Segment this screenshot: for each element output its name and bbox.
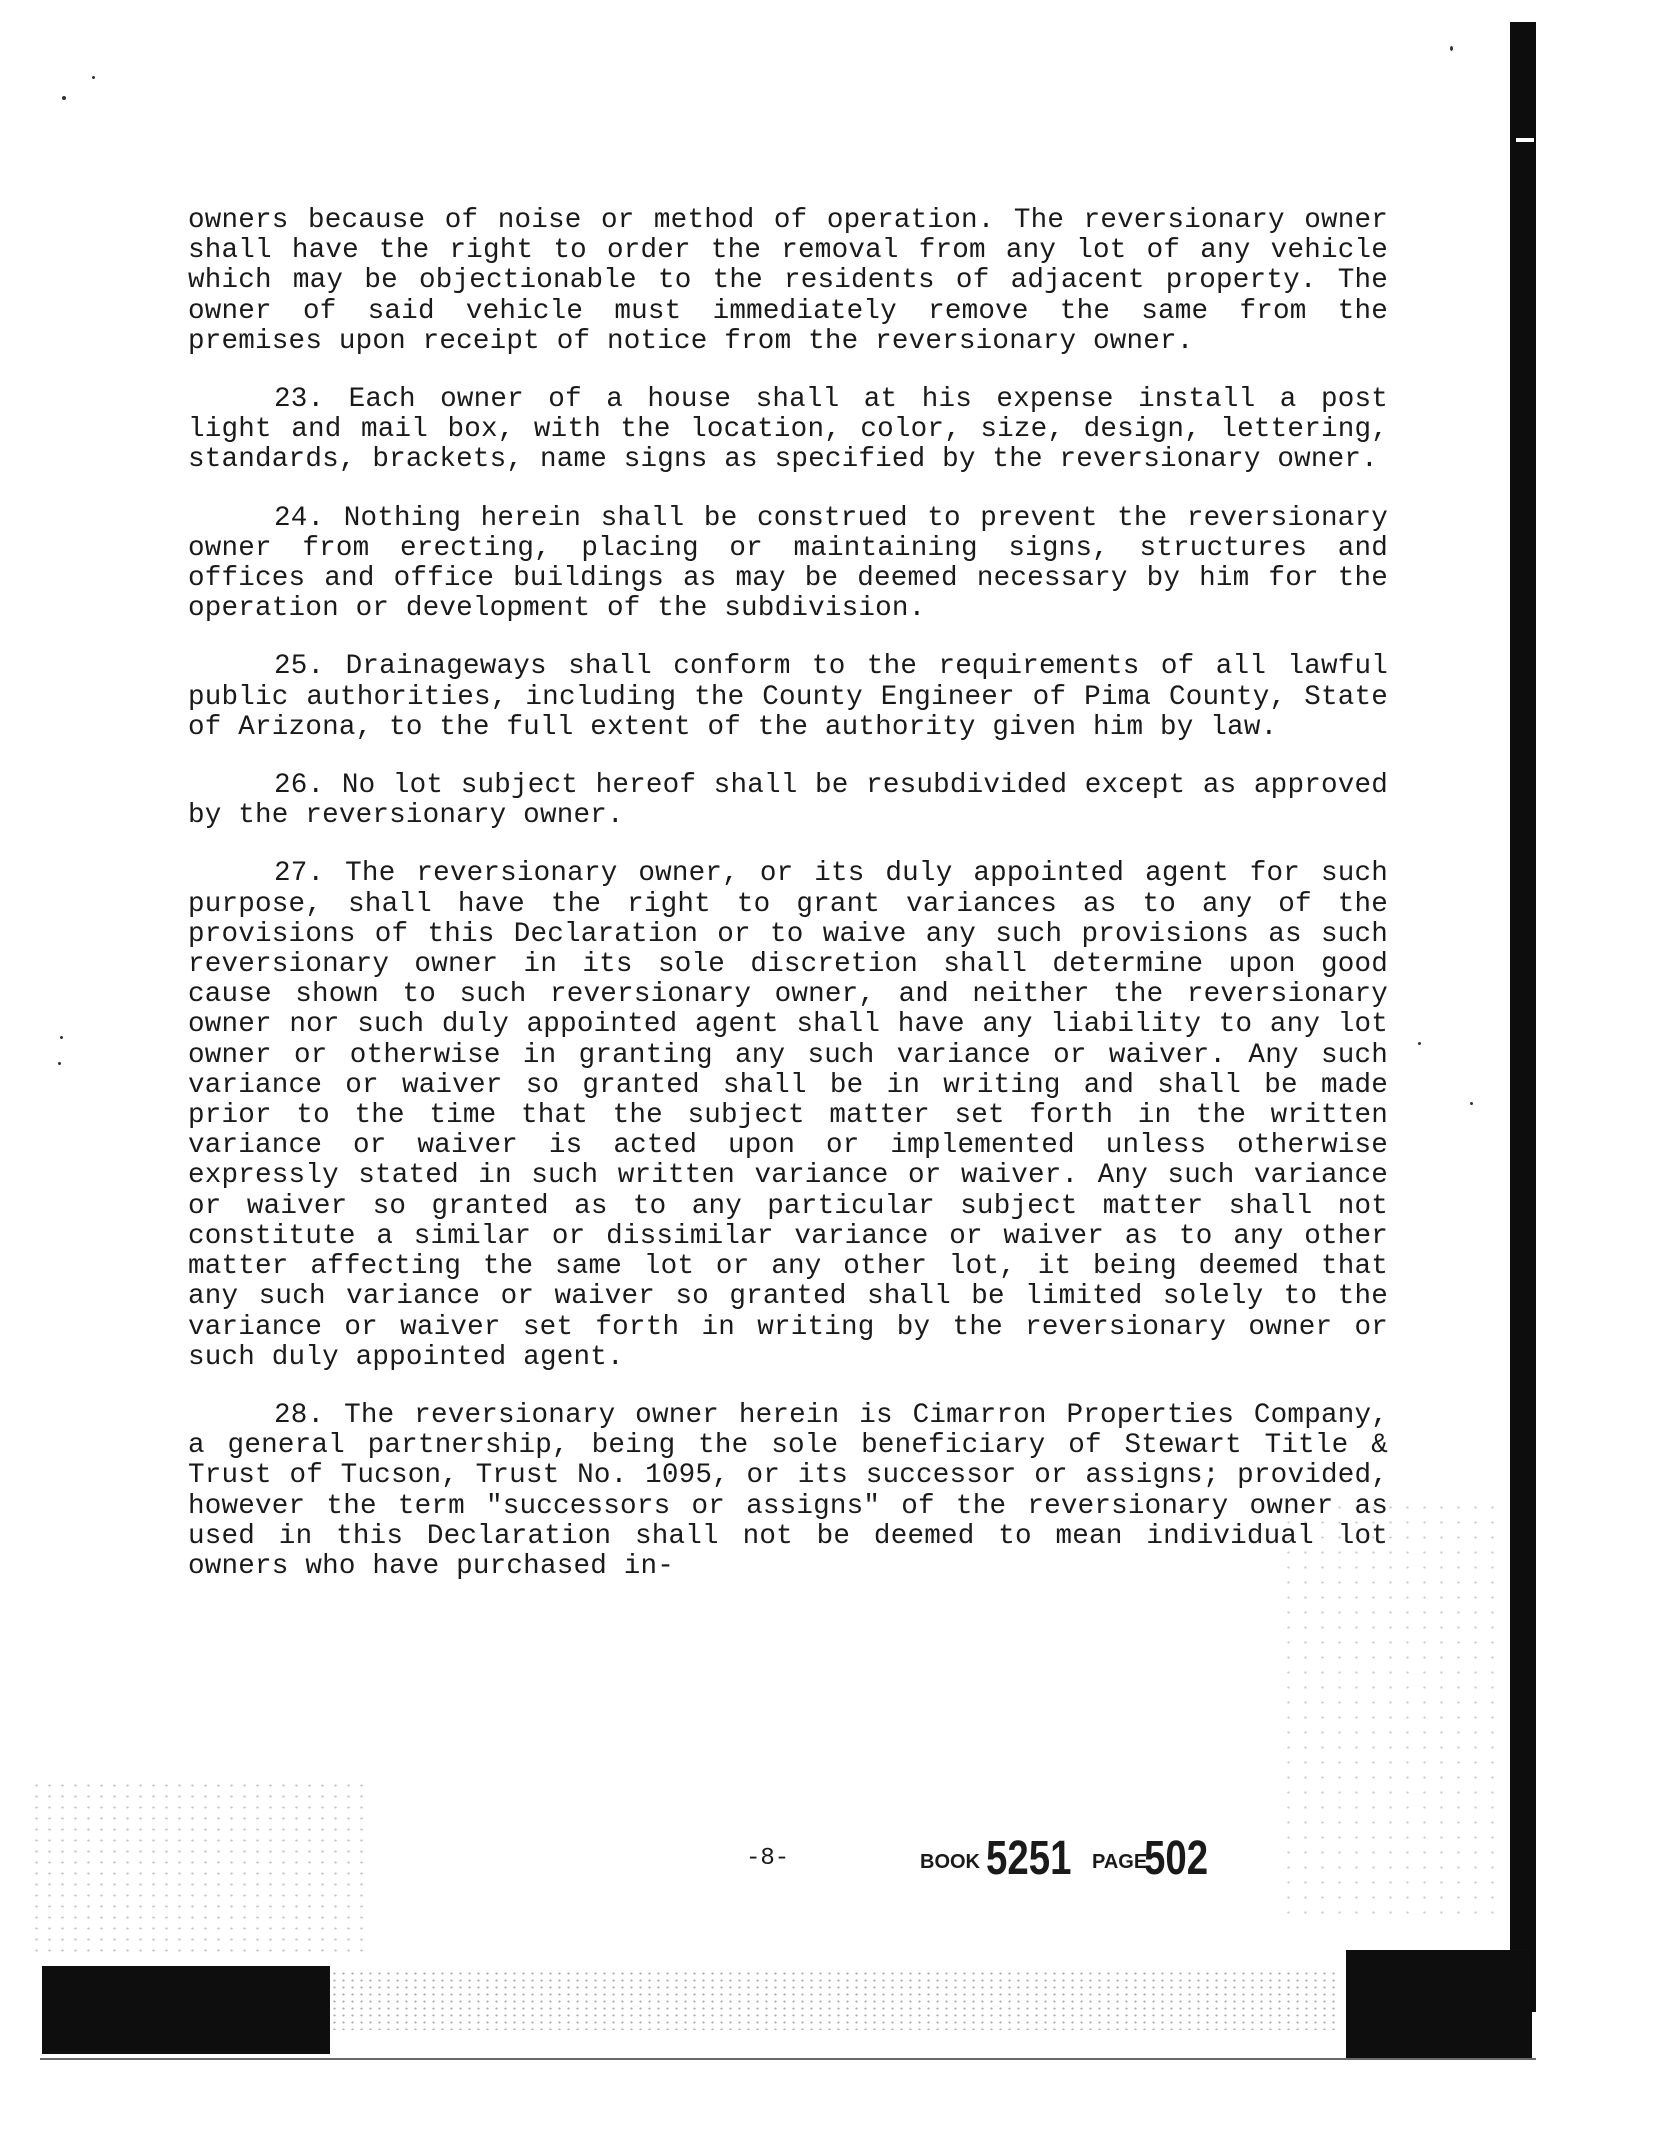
scan-corner-mark-right [1346, 1950, 1532, 2058]
paragraph-27: 27. The reversionary owner, or its duly appointed agent for such purpose, shall have the right to grant variances as to any of the provisions of this Declaration or to waive any such provisions as such reversionary owner in its sole discretion shall determine upon good cause shown to such reversionary owner, and neither the reversionary owner nor such duly appointed agent shall have any liability to any lot owner or otherwise in granting any such variance or waiver. Any such variance or waiver so granted shall be in writing and shall be made prior to the time that the subject matter set forth in the written variance or waiver is acted upon or implemented unless otherwise expressly stated in such written variance or waiver. Any such variance or waiver so granted as to any particular subject matter shall not constitute a similar or dissimilar variance or waiver as to any other matter affecting the same lot or any other lot, it being deemed that any such variance or waiver so granted shall be limited solely to the variance or waiver set forth in writing by the reversionary owner or such duly appointed agent. [188, 858, 1388, 1373]
book-number-stamp: 5251 [986, 1832, 1072, 1885]
scan-speck [1450, 46, 1453, 51]
scan-noise-bottom [330, 1970, 1340, 2030]
scan-speck [1470, 1102, 1473, 1105]
paragraph-28: 28. The reversionary owner herein is Cimarron Properties Company, a general partnership, being the sole beneficiary of Stewart Title & Trust of Tucson, Trust No. 1095, or its successor or assigns; provided, however the term "successors or assigns" of the reversionary owner as used in this Declaration shall not be deemed to mean individual lot owners who have purchased in- [188, 1399, 1388, 1582]
paragraph-22-continued: owners because of noise or method of operation. The reversionary owner shall have the right to order the removal from any lot of any vehicle which may be objectionable to the residents of adjacent property. The owner of said vehicle must immediately remove the same from the premises upon receipt of notice from the reversionary owner. [188, 205, 1388, 357]
page-footer [0, 1832, 1664, 1895]
scan-corner-mark-left [42, 1966, 330, 2054]
scan-speck [60, 1036, 63, 1039]
document-body [188, 206, 1388, 1610]
page-value-stamp: 502 [1144, 1832, 1209, 1885]
scan-speck [58, 1062, 61, 1065]
scan-speck [92, 76, 95, 79]
paragraph-24: 24. Nothing herein shall be construed to prevent the reversionary owner from erecting, placing or maintaining signs, structures and offices and office buildings as may be deemed necessary by him for the operation or development of the subdivision. [188, 502, 1388, 625]
paragraph-26: 26. No lot subject hereof shall be resubdivided except as approved by the reversionary owner. [188, 770, 1388, 832]
scan-bottom-rule [40, 2058, 1536, 2060]
page-number: -8- [746, 1845, 790, 1872]
scan-speck [62, 96, 66, 100]
paragraph-25: 25. Drainageways shall conform to the requirements of all lawful public authorities, including the County Engineer of Pima County, State of Arizona, to the full extent of the authority given him by law. [188, 651, 1388, 743]
scan-edge-bar [1510, 22, 1536, 2012]
scan-edge-notch [1516, 138, 1534, 142]
scan-speck [1418, 1042, 1421, 1045]
book-label-stamp: BOOK [920, 1851, 980, 1873]
paragraph-23: 23. Each owner of a house shall at his expense install a post light and mail box, with the location, color, size, design, lettering, standards, brackets, name signs as specified by the reversionary owner. [188, 384, 1388, 476]
page-label-stamp: PAGE [1092, 1851, 1148, 1873]
